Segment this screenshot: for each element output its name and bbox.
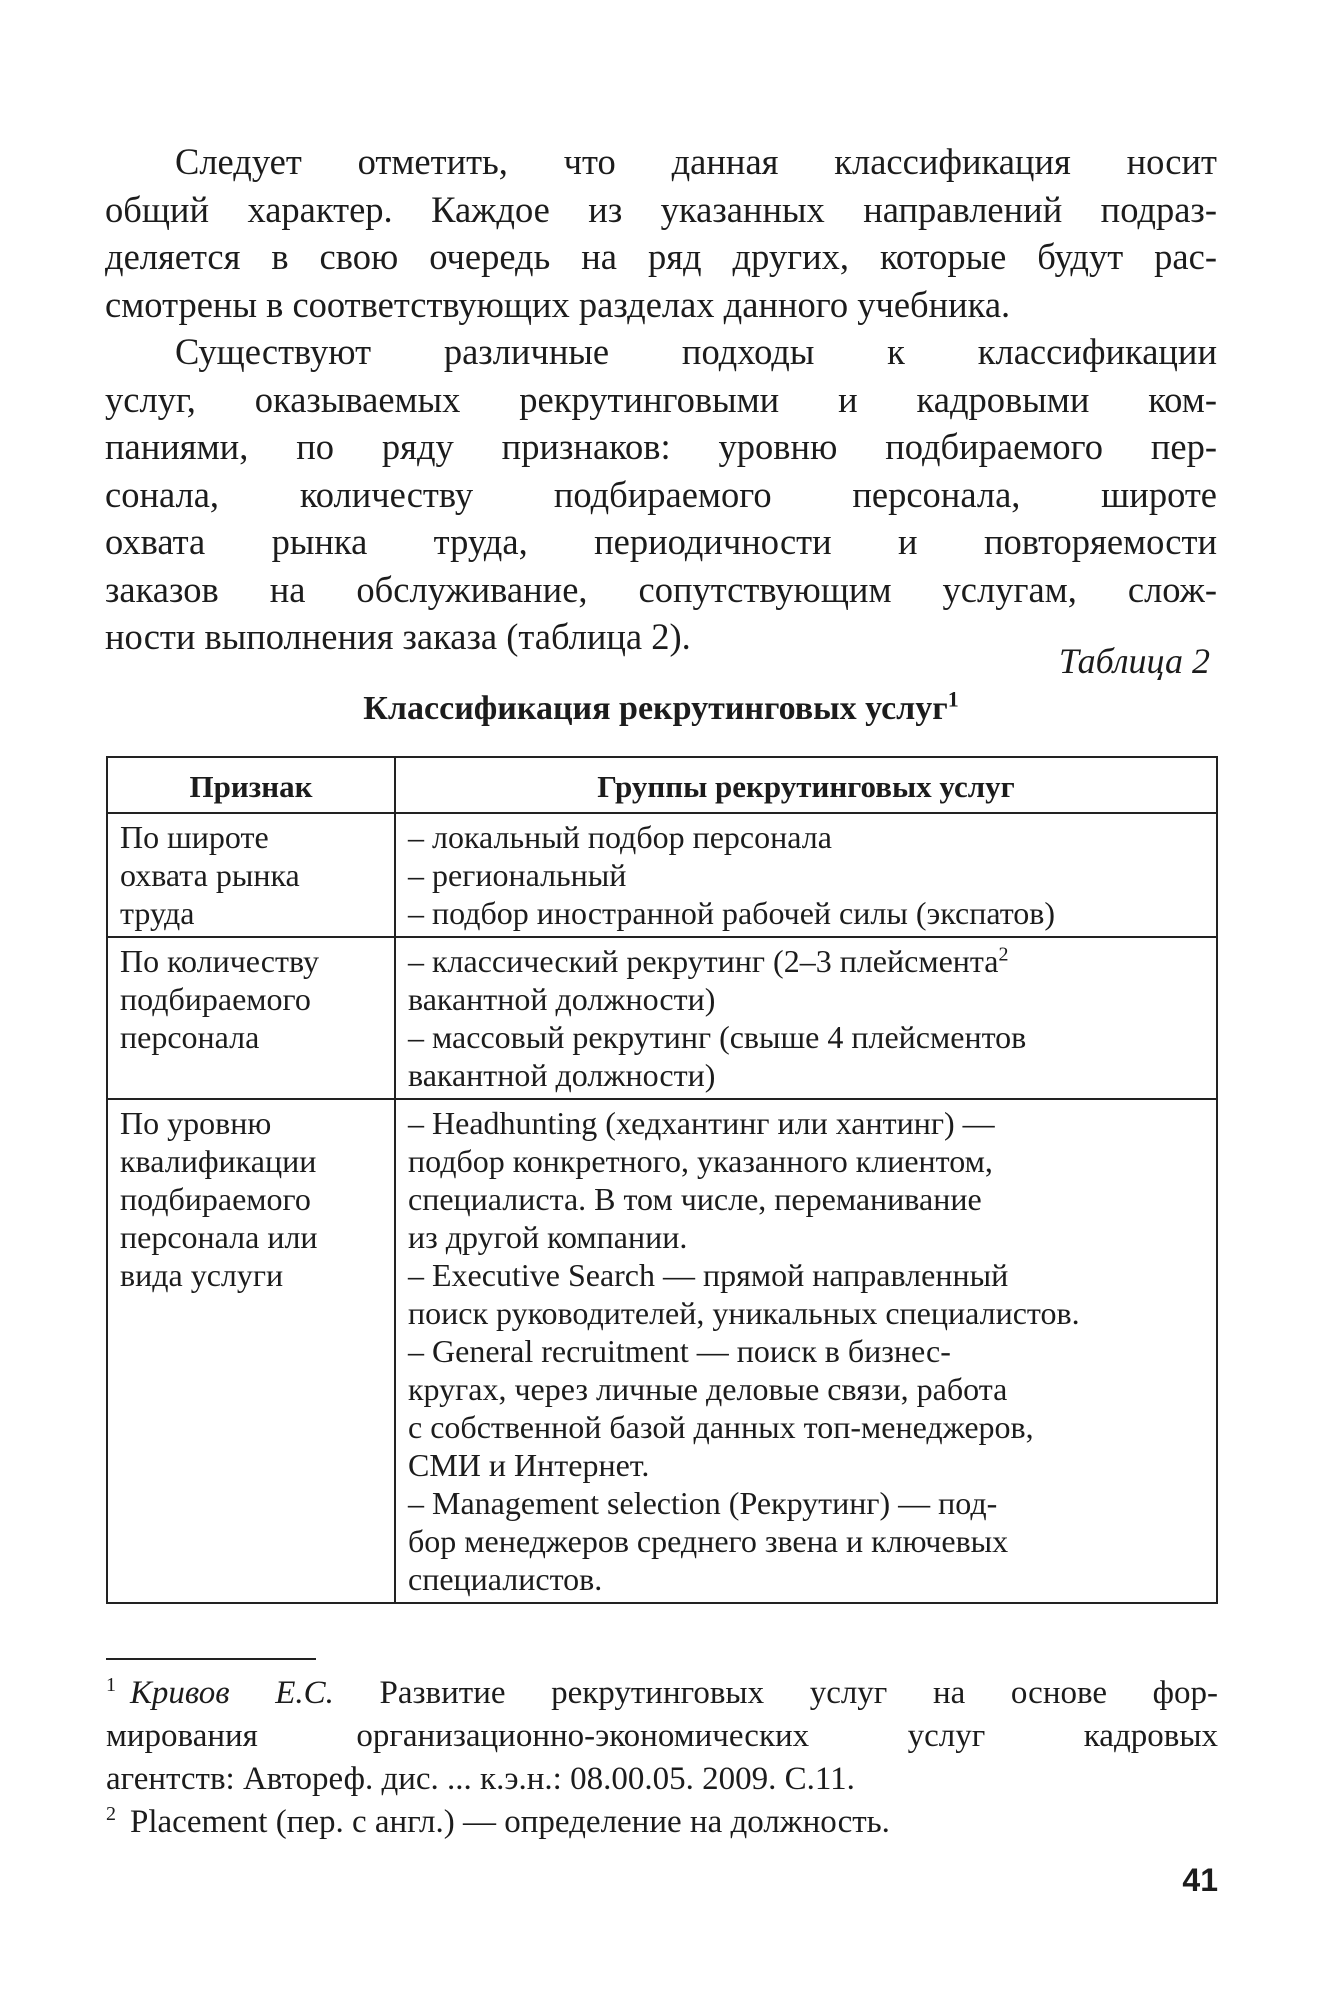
footnote-2-text: Placement (пер. с англ.) — определение на должность. bbox=[130, 1804, 890, 1840]
group-line: поиск руководителей, уникальных специалистов. bbox=[408, 1295, 1080, 1331]
group-line: вакантной должности) bbox=[408, 1057, 716, 1093]
groups-cell bbox=[395, 813, 1217, 937]
table-title-footnote-ref[interactable]: 1 bbox=[947, 686, 959, 712]
criterion-line: По количеству bbox=[120, 943, 319, 979]
group-line: из другой компании. bbox=[408, 1219, 688, 1255]
group-line: СМИ и Интернет. bbox=[408, 1447, 650, 1483]
group-line: – региональный bbox=[408, 857, 627, 893]
table-title-text: Классификация рекрутинговых услуг bbox=[363, 690, 948, 727]
criterion-line: По широте bbox=[120, 819, 269, 855]
group-line: специалиста. В том числе, переманивание bbox=[408, 1181, 982, 1217]
criterion-line: подбираемого bbox=[120, 981, 311, 1017]
group-line: – подбор иностранной рабочей силы (экспатов) bbox=[408, 895, 1056, 931]
footnote-divider bbox=[106, 1658, 316, 1660]
text-line: общий характер. Каждое из указанных направлений подраз- bbox=[105, 188, 1217, 230]
footnotes bbox=[106, 1672, 1218, 1844]
text-line: Следует отметить, что данная классификация носит bbox=[175, 141, 1217, 182]
criterion-cell bbox=[107, 813, 395, 937]
group-line: вакантной должности) bbox=[408, 981, 716, 1017]
footnote-1-line: мирования организационно-экономических услуг кадровых bbox=[106, 1718, 1218, 1754]
text-line: заказов на обслуживание, сопутствующим услугам, слож- bbox=[105, 568, 1217, 610]
criterion-line: охвата рынка bbox=[120, 857, 300, 893]
paragraph-2 bbox=[105, 328, 1217, 661]
footnote-1-author: Кривов Е.С. bbox=[130, 1675, 334, 1711]
criterion-cell bbox=[107, 937, 395, 1099]
table-caption: Таблица 2 bbox=[1058, 641, 1210, 681]
groups-cell bbox=[395, 1099, 1217, 1603]
group-line-text: – классический рекрутинг (2–3 плейсмента bbox=[408, 943, 999, 979]
group-line: – локальный подбор персонала bbox=[408, 819, 832, 855]
group-line: бор менеджеров среднего звена и ключевых bbox=[408, 1523, 1009, 1559]
criterion-line: персонала или bbox=[120, 1219, 318, 1255]
header-service-groups: Группы рекрутинговых услуг bbox=[395, 757, 1217, 813]
table-row bbox=[107, 813, 1217, 937]
group-line: – Headhunting (хедхантинг или хантинг) — bbox=[408, 1105, 995, 1141]
text-line: охвата рынка труда, периодичности и повторяемости bbox=[105, 521, 1217, 562]
footnote-1-line bbox=[106, 1672, 1218, 1715]
footnote-1-text: Развитие рекрутинговых услуг на основе фор- bbox=[379, 1675, 1219, 1711]
classification-table bbox=[106, 756, 1218, 1604]
table-header-row bbox=[107, 757, 1217, 813]
footnote-2-marker: 2 bbox=[106, 1803, 116, 1825]
table-title bbox=[0, 686, 1322, 728]
criterion-line: квалификации bbox=[120, 1143, 317, 1179]
paragraph-1 bbox=[105, 138, 1217, 328]
group-line: кругах, через личные деловые связи, работа bbox=[408, 1371, 1008, 1407]
group-line: подбор конкретного, указанного клиентом, bbox=[408, 1143, 993, 1179]
page-number: 41 bbox=[1182, 1862, 1218, 1898]
header-criterion: Признак bbox=[107, 757, 395, 813]
table-row bbox=[107, 1099, 1217, 1603]
text-line: Существуют различные подходы к классификации bbox=[175, 331, 1217, 372]
group-line: – Executive Search — прямой направленный bbox=[408, 1257, 1009, 1293]
criterion-line: подбираемого bbox=[120, 1181, 311, 1217]
group-line: с собственной базой данных топ-менеджеров, bbox=[408, 1409, 1034, 1445]
criterion-line: персонала bbox=[120, 1019, 260, 1055]
criterion-line: труда bbox=[120, 895, 195, 931]
group-line: специалистов. bbox=[408, 1561, 603, 1597]
text-line: деляется в свою очередь на ряд других, которые будут рас- bbox=[105, 236, 1217, 277]
groups-cell bbox=[395, 937, 1217, 1099]
text-line: смотрены в соответствующих разделах данного учебника. bbox=[105, 283, 1011, 325]
text-line: сонала, количеству подбираемого персонала, широте bbox=[105, 473, 1217, 515]
footnote-1-line: агентств: Автореф. дис. ... к.э.н.: 08.00.05. 2009. С.11. bbox=[106, 1761, 855, 1797]
group-line: – массовый рекрутинг (свыше 4 плейсментов bbox=[408, 1019, 1027, 1055]
criterion-cell bbox=[107, 1099, 395, 1603]
group-line: – Management selection (Рекрутинг) — под- bbox=[408, 1485, 998, 1521]
text-line: паниями, по ряду признаков: уровню подбираемого пер- bbox=[105, 426, 1217, 467]
group-line bbox=[408, 942, 1206, 980]
table-row bbox=[107, 937, 1217, 1099]
footnote-2-line bbox=[106, 1801, 1218, 1844]
group-line: – General recruitment — поиск в бизнес- bbox=[408, 1333, 951, 1369]
criterion-line: По уровню bbox=[120, 1105, 272, 1141]
footnote-1-marker: 1 bbox=[106, 1674, 116, 1696]
criterion-line: вида услуги bbox=[120, 1257, 284, 1293]
footnote-ref-2[interactable]: 2 bbox=[998, 943, 1009, 966]
text-line: услуг, оказываемых рекрутинговыми и кадровыми ком- bbox=[105, 378, 1217, 420]
text-line: ности выполнения заказа (таблица 2). bbox=[105, 616, 691, 657]
